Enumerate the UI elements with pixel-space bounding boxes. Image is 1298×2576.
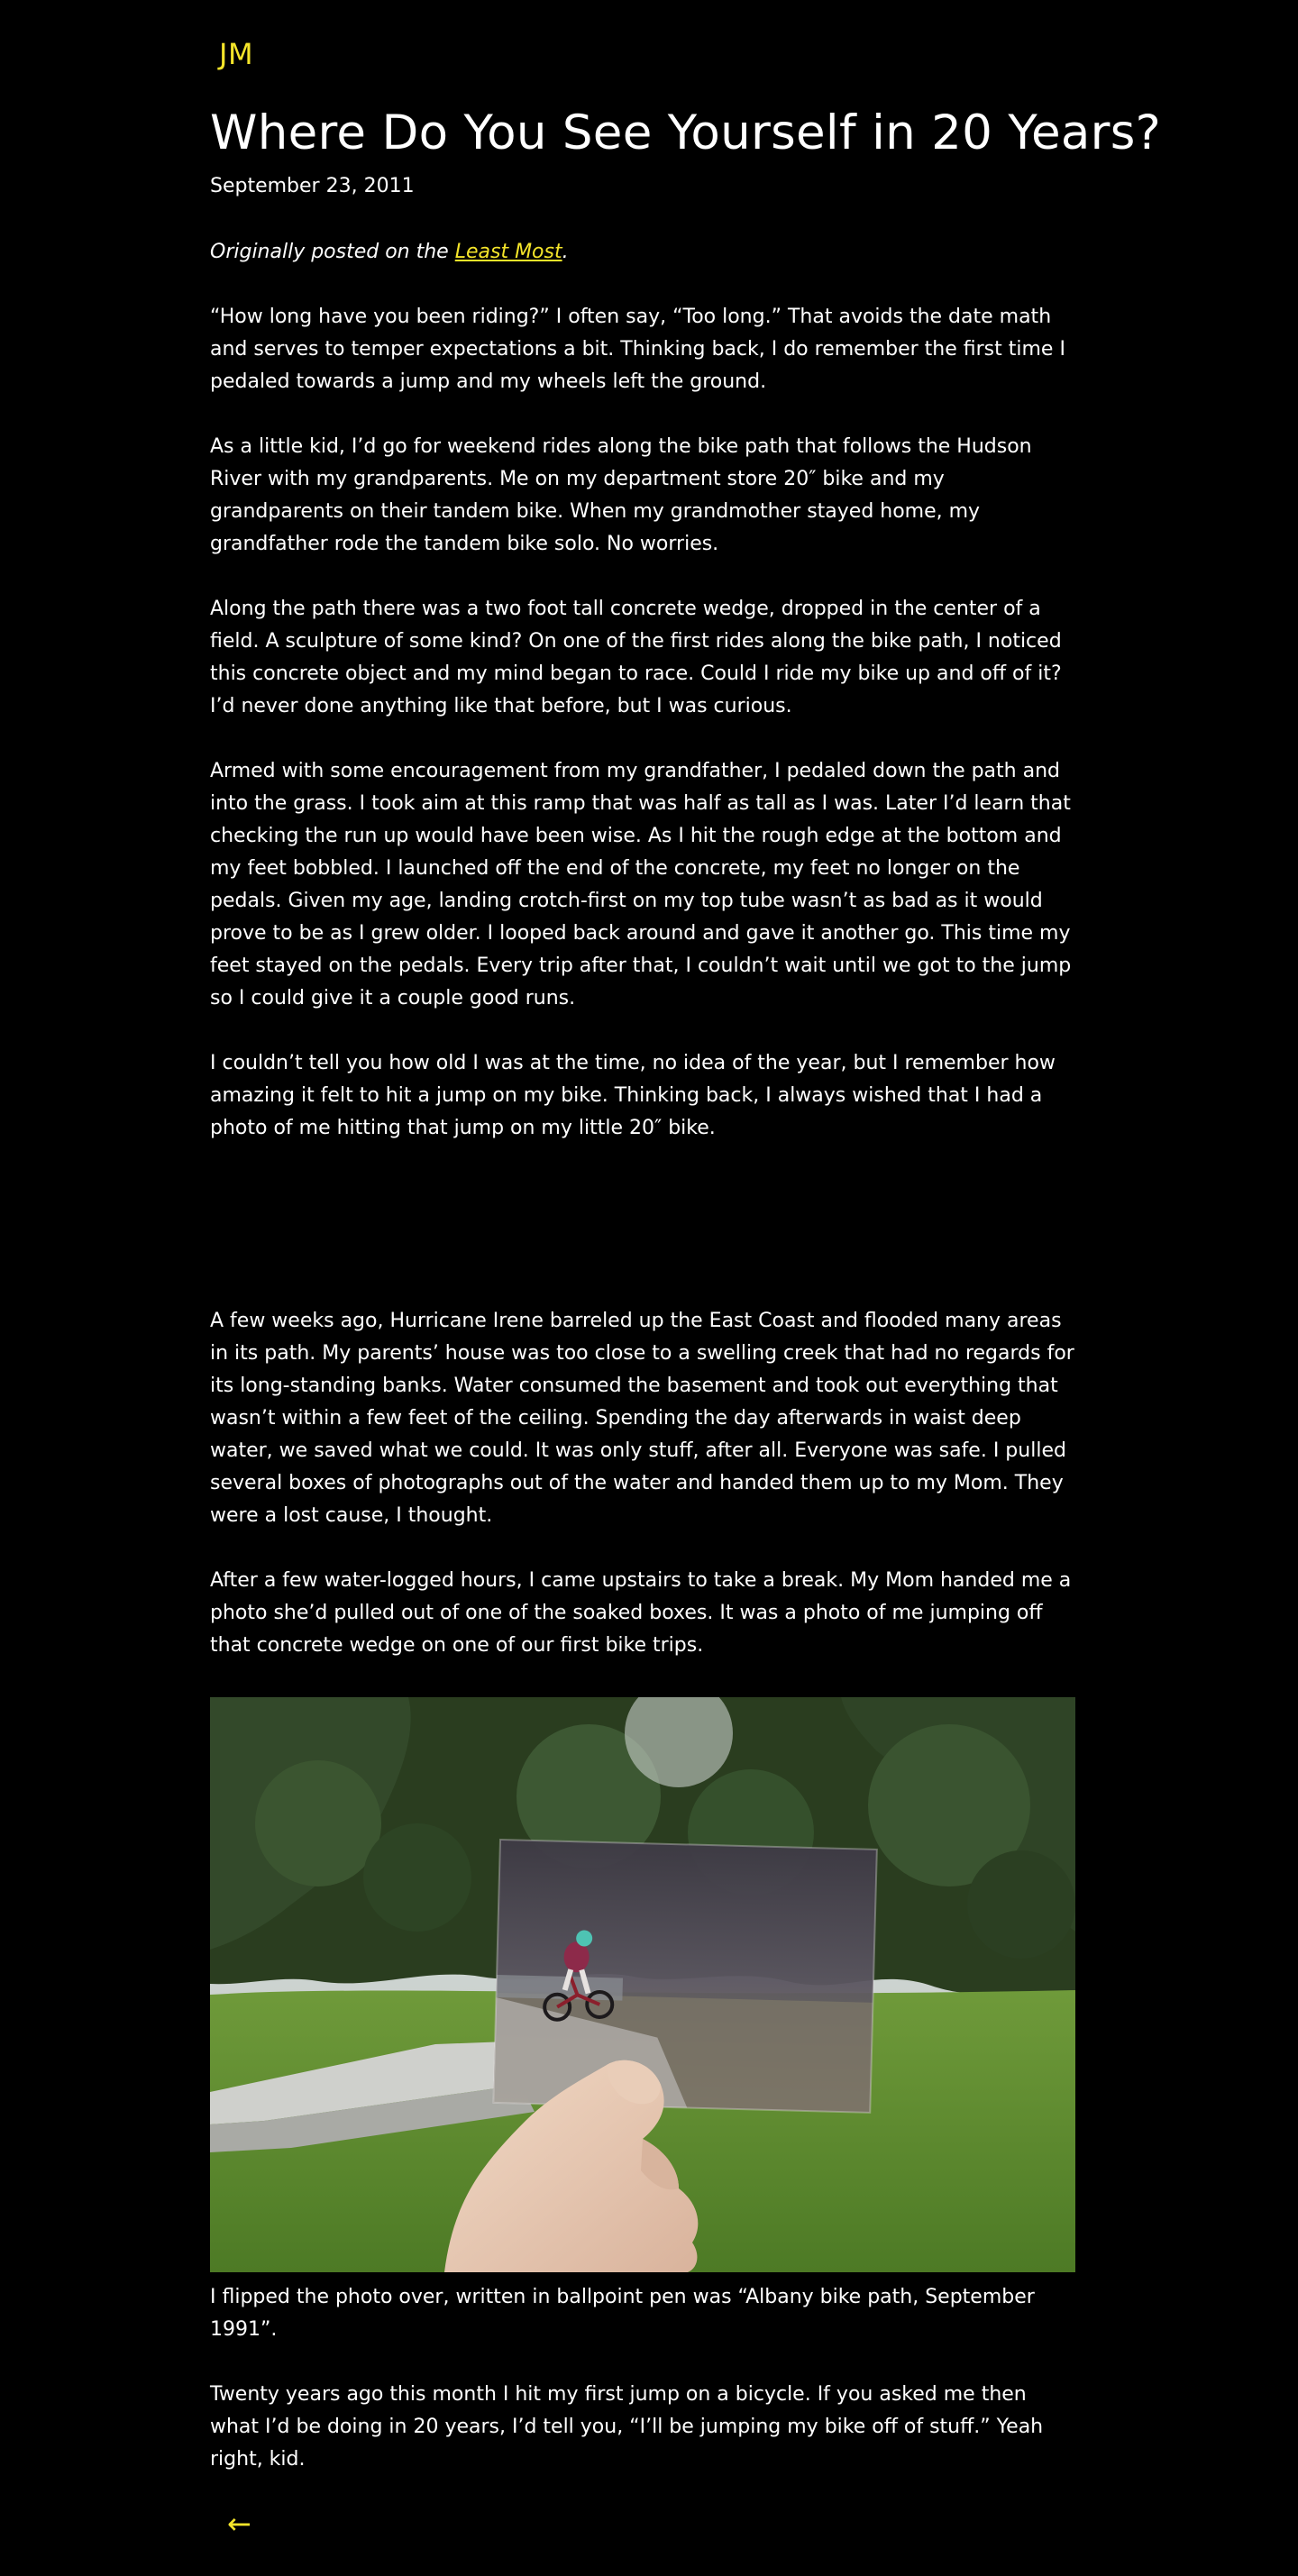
embed-placeholder	[210, 1177, 1075, 1305]
paragraph: After a few water-logged hours, I came upstairs to take a break. My Mom handed me a photo she’d pulled out of one of the soaked boxes. It was a photo of me jumping off that concrete wedge on one of our first bike trips.	[210, 1569, 1072, 1657]
site-logo-link[interactable]: JM	[219, 37, 254, 71]
least-most-link[interactable]: Least Most	[454, 241, 562, 263]
photo-of-photo-image	[210, 1697, 1075, 2272]
post-title: Where Do You See Yourself in 20 Years?	[210, 105, 1162, 160]
intro-note	[210, 236, 1075, 269]
intro-suffix: .	[562, 241, 569, 263]
photo-caption: I flipped the photo over, written in ballpoint pen was “Albany bike path, September 1991”.	[210, 2286, 1035, 2341]
paragraph: Armed with some encouragement from my grandfather, I pedaled down the path and into the grass. I took aim at this ramp that was half as tall as I was. Later I’d learn that checking the run up would have been wise. As I hit the rough edge at the bottom and my feet bobbled. I launched off the end of the concrete, my feet no longer on the pedals. Given my age, landing crotch-first on my top tube wasn’t as bad as it would prove to be as I grew older. I looped back around and gave it another go. This time my feet stayed on the pedals. Every trip after that, I couldn’t wait until we got to the jump so I could give it a couple good runs.	[210, 760, 1072, 1009]
paragraph: I couldn’t tell you how old I was at the time, no idea of the year, but I remember how amazing it felt to hit a jump on my bike. Thinking back, I always wished that I had a photo of me hitting that jump on my little 20″ bike.	[210, 1052, 1056, 1139]
back-arrow-link[interactable]: ←	[227, 2507, 251, 2541]
paragraph: A few weeks ago, Hurricane Irene barreled up the East Coast and flooded many areas in its path. My parents’ house was too close to a swelling creek that had no regards for its long-standing banks. Water consumed the basement and took out everything that wasn’t within a few feet of the ceiling. Spending the day afterwards in waist deep water, we saved what we could. It was only stuff, after all. Everyone was safe. I pulled several boxes of photographs out of the water and handed them up to my Mom. They were a lost cause, I thought.	[210, 1310, 1074, 1527]
intro-prefix: Originally posted on the	[210, 241, 455, 263]
post-date: September 23, 2011	[210, 175, 415, 197]
closing-text	[210, 2281, 1075, 2508]
closing-paragraph: Twenty years ago this month I hit my first jump on a bicycle. If you asked me then what I’d be doing in 20 years, I’d tell you, “I’ll be jumping my bike off of stuff.” Yeah right, kid.	[210, 2383, 1044, 2471]
paragraph: “How long have you been riding?” I often say, “Too long.” That avoids the date math and serves to temper expectations a bit. Thinking back, I do remember the first time I pedaled towards a jump and my wheels left the ground.	[210, 306, 1065, 393]
paragraph: As a little kid, I’d go for weekend rides along the bike path that follows the Hudson River with my grandparents. Me on my department store 20″ bike and my grandparents on their tandem bike. When my grandmother stayed home, my grandfather rode the tandem bike solo. No worries.	[210, 435, 1032, 555]
photo-illustration	[210, 1697, 1075, 2272]
post-body	[210, 236, 1075, 1694]
paragraph: Along the path there was a two foot tall concrete wedge, dropped in the center of a field. A sculpture of some kind? On one of the first rides along the bike path, I noticed this concrete object and my mind began to race. Could I ride my bike up and off of it? I’d never done anything like that before, but I was curious.	[210, 598, 1062, 717]
